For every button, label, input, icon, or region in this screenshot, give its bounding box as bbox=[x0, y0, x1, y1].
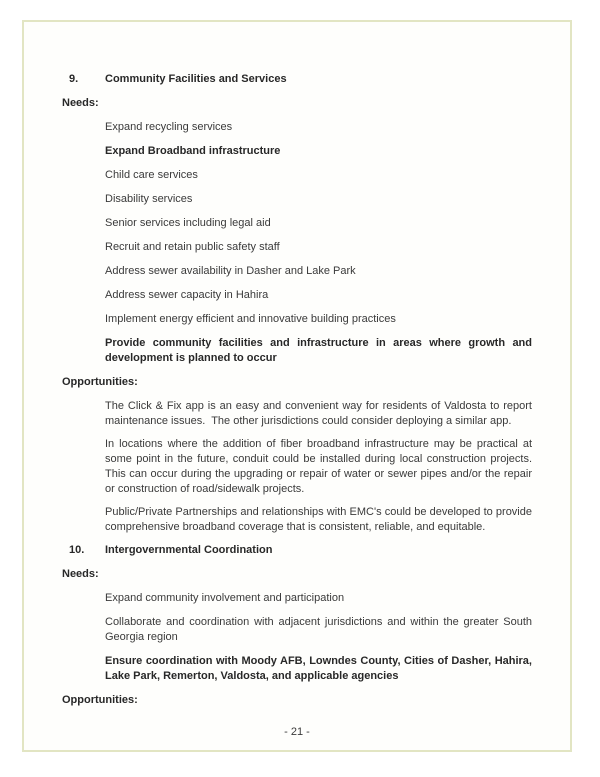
need-item: Provide community facilities and infrastructure in areas where growth and development is planned to occur bbox=[105, 337, 536, 364]
section-title: Community Facilities and Services bbox=[105, 73, 287, 85]
opportunities-label: Opportunities: bbox=[62, 376, 138, 388]
need-item: Expand recycling services bbox=[105, 121, 233, 133]
need-item: Recruit and retain public safety staff bbox=[105, 241, 280, 253]
section-heading bbox=[69, 543, 532, 558]
section-heading bbox=[69, 72, 532, 87]
opportunity-paragraph: The Click & Fix app is an easy and convenient way for residents of Valdosta to report maintenance issues. The other jurisdictions could consider deploying a similar app. bbox=[105, 400, 536, 427]
need-item: Expand community involvement and participation bbox=[105, 592, 345, 604]
need-item: Address sewer availability in Dasher and Lake Park bbox=[105, 265, 356, 277]
document-content bbox=[62, 72, 539, 717]
need-item: Address sewer capacity in Hahira bbox=[105, 289, 269, 301]
needs-label: Needs: bbox=[62, 97, 99, 109]
document-page bbox=[22, 20, 572, 752]
page-number: - 21 - bbox=[284, 726, 310, 738]
need-item: Collaborate and coordination with adjacent jurisdictions and within the greater South Georgia region bbox=[105, 616, 536, 643]
need-item: Ensure coordination with Moody AFB, Lowndes County, Cities of Dasher, Hahira, Lake Park, Remerton, Valdosta, and applicable agencies bbox=[105, 655, 536, 682]
need-item: Implement energy efficient and innovative building practices bbox=[105, 313, 396, 325]
need-item: Senior services including legal aid bbox=[105, 217, 271, 229]
opportunity-paragraph: In locations where the addition of fiber broadband infrastructure may be practical at some point in the future, conduit could be installed during local construction projects. This can occur during the upgrading or repair of water or sewer pipes and/or the repair or construction of road/sidewalk projects. bbox=[105, 438, 539, 495]
opportunities-label: Opportunities: bbox=[62, 694, 138, 706]
section-number: 9. bbox=[69, 73, 79, 85]
need-item: Expand Broadband infrastructure bbox=[105, 145, 281, 157]
section-number: 10. bbox=[69, 544, 85, 556]
opportunity-paragraph: Public/Private Partnerships and relationships with EMC's could be developed to provide comprehensive broadband coverage that is consistent, reliable, and equitable. bbox=[105, 506, 536, 533]
need-item: Child care services bbox=[105, 169, 198, 181]
needs-label: Needs: bbox=[62, 568, 99, 580]
section-title: Intergovernmental Coordination bbox=[105, 544, 273, 556]
need-item: Disability services bbox=[105, 193, 193, 205]
